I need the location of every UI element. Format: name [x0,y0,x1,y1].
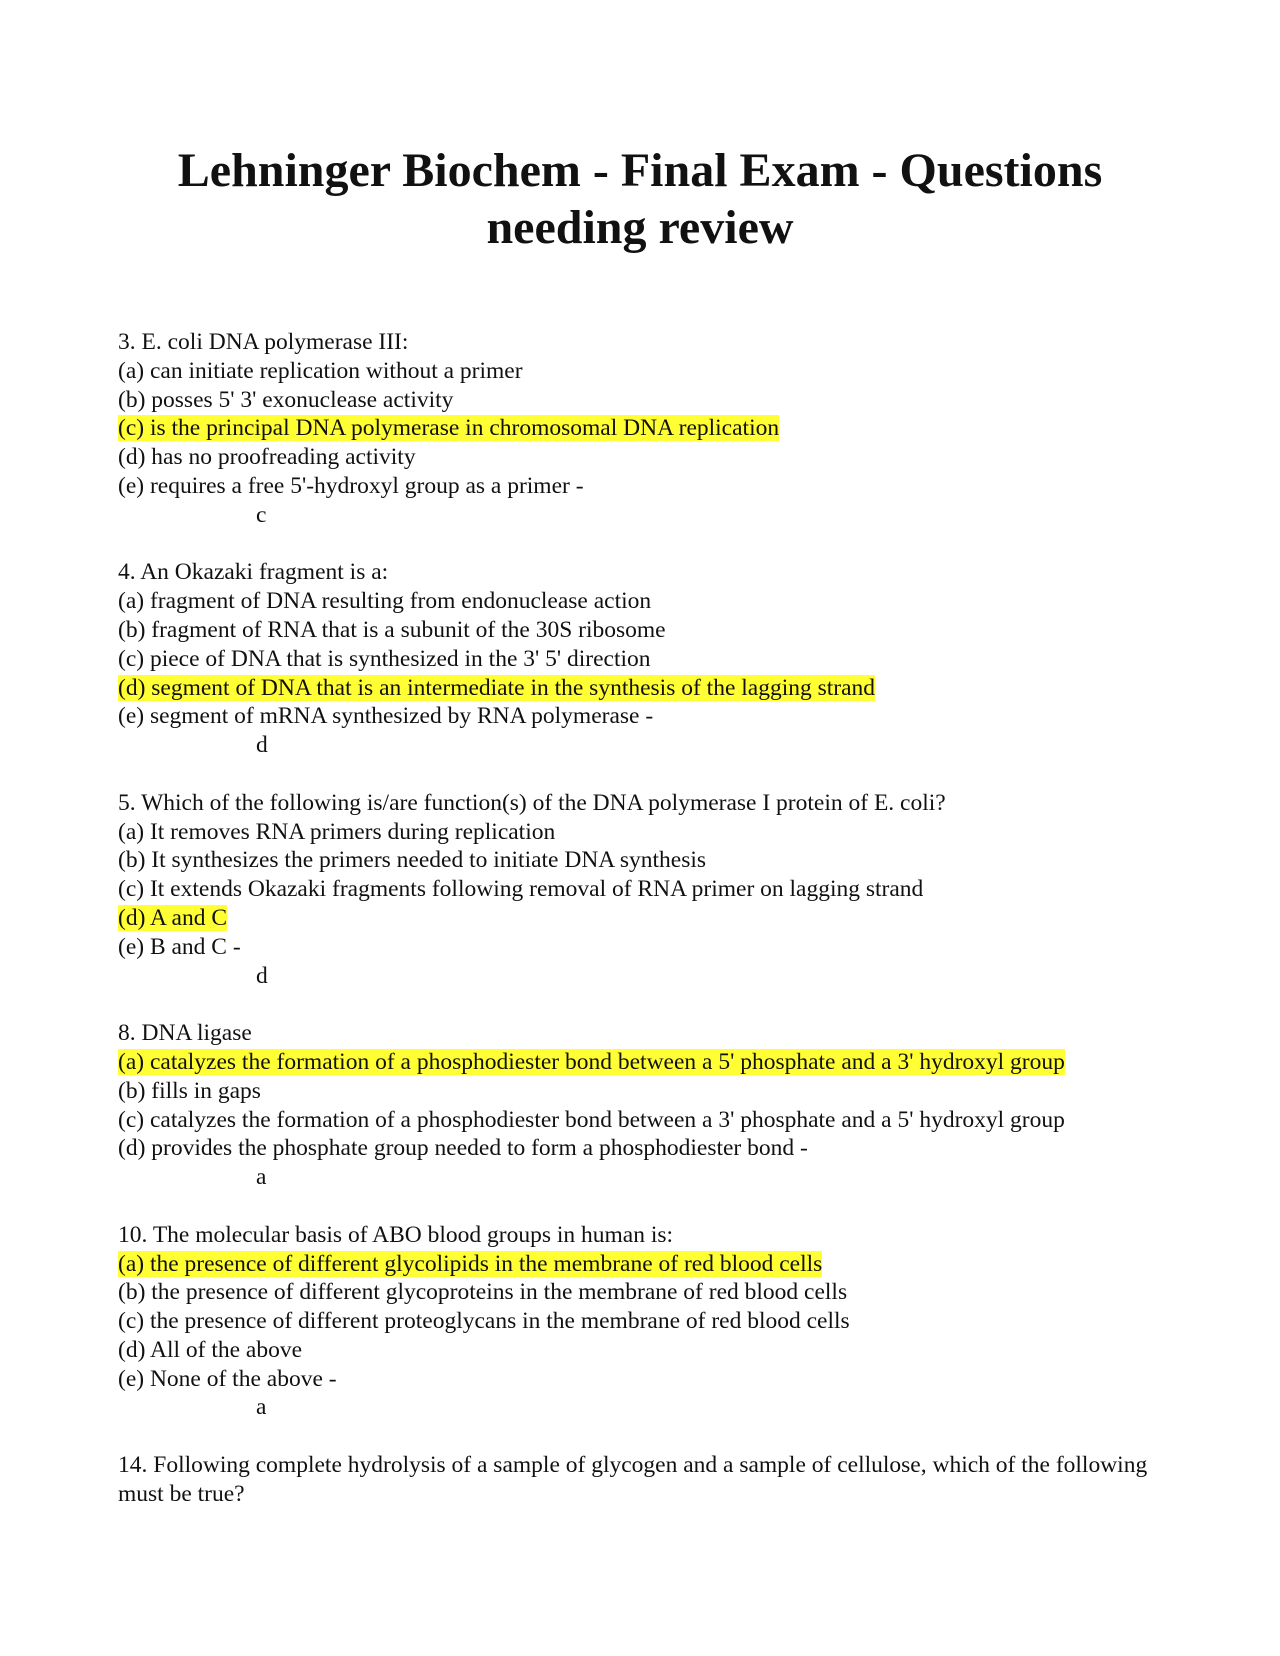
answer: a [256,1394,267,1421]
option-b: (b) fragment of RNA that is a subunit of the 30S ribosome [118,616,666,643]
page-title [0,142,1280,256]
option-b: (b) It synthesizes the primers needed to initiate DNA synthesis [118,847,707,874]
answer: c [256,501,267,528]
question-14 [118,1451,1178,1509]
option-a: (a) fragment of DNA resulting from endonuclease action [118,588,652,615]
option-d-highlighted: (d) A and C [118,904,228,931]
option-c-highlighted: (c) is the principal DNA polymerase in chromosomal DNA replication [118,415,780,442]
question-stem: 4. An Okazaki fragment is a: [118,559,389,586]
option-b: (b) posses 5' 3' exonuclease activity [118,386,454,413]
option-e: (e) B and C - [118,933,241,960]
question-3 [118,328,1178,530]
option-c: (c) piece of DNA that is synthesized in the 3' 5' direction [118,645,651,672]
option-a: (a) It removes RNA primers during replication [118,818,556,845]
question-10 [118,1221,1178,1423]
option-a: (a) can initiate replication without a primer [118,357,523,384]
option-d: (d) has no proofreading activity [118,444,416,471]
option-d-highlighted: (d) segment of DNA that is an intermediate in the synthesis of the lagging strand [118,674,876,701]
question-4 [118,558,1178,760]
question-stem: 3. E. coli DNA polymerase III: [118,329,409,355]
option-c: (c) the presence of different proteoglycans in the membrane of red blood cells [118,1308,850,1335]
option-e: (e) segment of mRNA synthesized by RNA polymerase - [118,703,654,730]
question-stem: 14. Following complete hydrolysis of a sample of glycogen and a sample of cellulose, which of the following must be true? [118,1452,1148,1507]
option-c: (c) It extends Okazaki fragments following removal of RNA primer on lagging strand [118,876,924,903]
question-stem: 8. DNA ligase [118,1020,252,1047]
question-stem: 5. Which of the following is/are function(s) of the DNA polymerase I protein of E. coli? [118,789,946,816]
title-line-2: needing review [486,201,794,254]
option-d: (d) provides the phosphate group needed to form a phosphodiester bond - [118,1135,808,1162]
option-e: (e) requires a free 5'-hydroxyl group as a primer - [118,472,584,499]
answer: a [256,1164,267,1191]
option-c: (c) catalyzes the formation of a phosphodiester bond between a 3' phosphate and a 5' hydroxyl group [118,1106,1065,1133]
option-b: (b) the presence of different glycoproteins in the membrane of red blood cells [118,1279,848,1306]
option-a-highlighted: (a) catalyzes the formation of a phosphodiester bond between a 5' phosphate and a 3' hydroxyl group [118,1048,1065,1075]
question-8 [118,1019,1178,1192]
title-line-1: Lehninger Biochem - Final Exam - Questions [177,144,1103,197]
option-e: (e) None of the above - [118,1365,337,1392]
answer: d [256,962,268,989]
option-a-highlighted: (a) the presence of different glycolipids in the membrane of red blood cells [118,1250,823,1277]
question-stem: 10. The molecular basis of ABO blood groups in human is: [118,1221,674,1248]
question-list [118,328,1178,1537]
option-b: (b) fills in gaps [118,1077,261,1104]
answer: d [256,732,268,759]
option-d: (d) All of the above [118,1336,303,1363]
question-5 [118,789,1178,991]
